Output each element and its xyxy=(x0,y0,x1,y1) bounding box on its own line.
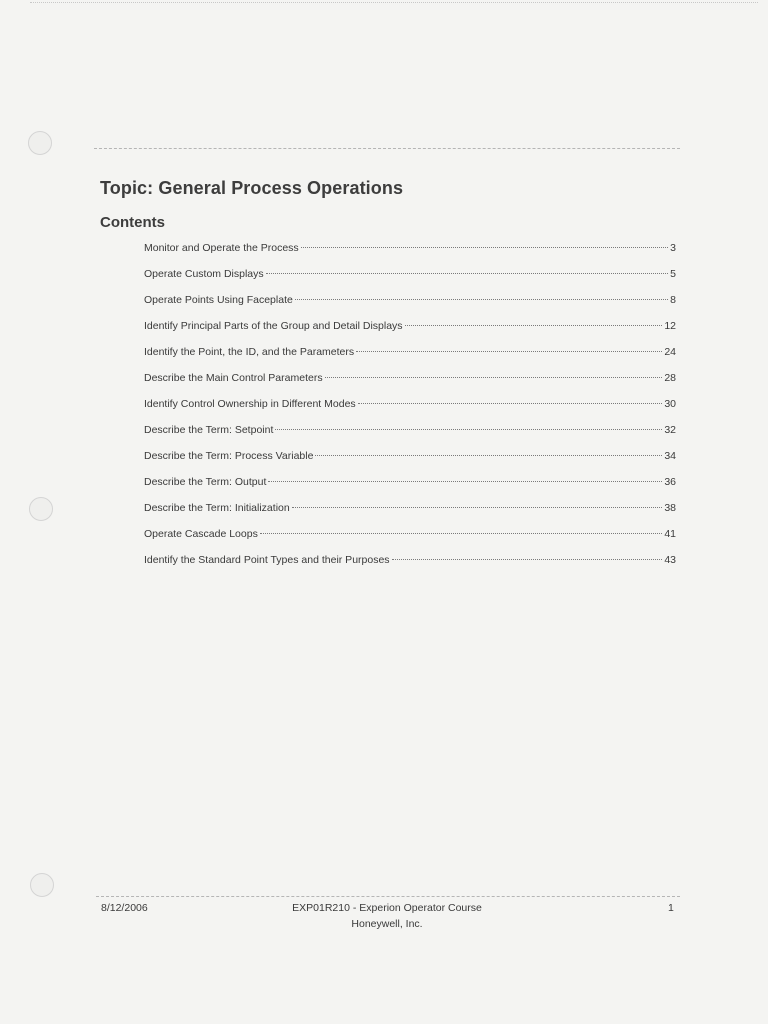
dot-leader xyxy=(266,273,669,274)
table-of-contents xyxy=(144,242,676,580)
toc-entry-label: Monitor and Operate the Process xyxy=(144,242,299,254)
footer-company-text: Honeywell, Inc. xyxy=(351,918,423,930)
toc-entry-label: Describe the Term: Process Variable xyxy=(144,450,314,462)
toc-entry-label: Identify the Standard Point Types and their Purposes xyxy=(144,554,390,566)
dot-leader xyxy=(356,351,662,352)
toc-entry-page: 5 xyxy=(670,268,676,280)
toc-entry[interactable] xyxy=(144,294,676,320)
toc-entry[interactable] xyxy=(144,502,676,528)
toc-entry-page: 3 xyxy=(670,242,676,254)
page-title: Topic: General Process Operations xyxy=(100,178,404,198)
dot-leader xyxy=(405,325,663,326)
toc-entry-label: Identify the Point, the ID, and the Parameters xyxy=(144,346,355,358)
toc-entry[interactable] xyxy=(144,450,676,476)
toc-entry-label: Operate Cascade Loops xyxy=(144,528,258,540)
footer-company xyxy=(0,918,768,930)
toc-entry-label: Describe the Term: Initialization xyxy=(144,502,290,514)
toc-entry[interactable] xyxy=(144,554,676,580)
footer-rule xyxy=(96,896,680,897)
dot-leader xyxy=(292,507,663,508)
toc-entry-label: Describe the Main Control Parameters xyxy=(144,372,323,384)
dot-leader xyxy=(358,403,663,404)
toc-entry-page: 32 xyxy=(664,424,676,436)
toc-entry-page: 12 xyxy=(664,320,676,332)
dot-leader xyxy=(295,299,668,300)
dot-leader xyxy=(268,481,662,482)
punch-hole-middle xyxy=(29,497,53,521)
footer-page-number: 1 xyxy=(668,902,674,914)
page-top-edge xyxy=(30,2,758,4)
toc-entry[interactable] xyxy=(144,528,676,554)
toc-entry-page: 24 xyxy=(664,346,676,358)
punch-hole-top xyxy=(28,131,52,155)
toc-entry[interactable] xyxy=(144,398,676,424)
dot-leader xyxy=(275,429,662,430)
toc-entry[interactable] xyxy=(144,372,676,398)
dot-leader xyxy=(392,559,663,560)
punch-hole-bottom xyxy=(30,873,54,897)
dot-leader xyxy=(260,533,662,534)
toc-entry[interactable] xyxy=(144,346,676,372)
toc-entry-page: 8 xyxy=(670,294,676,306)
toc-entry-label: Identify Principal Parts of the Group and Detail Displays xyxy=(144,320,403,332)
toc-entry-page: 38 xyxy=(664,502,676,514)
toc-entry-label: Operate Points Using Faceplate xyxy=(144,294,293,306)
toc-entry-label: Identify Control Ownership in Different Modes xyxy=(144,398,356,410)
toc-entry[interactable] xyxy=(144,424,676,450)
toc-entry[interactable] xyxy=(144,268,676,294)
contents-heading: Contents xyxy=(100,214,165,231)
dot-leader xyxy=(315,455,662,456)
header-rule xyxy=(94,148,680,149)
toc-entry-label: Describe the Term: Setpoint xyxy=(144,424,274,436)
toc-entry[interactable] xyxy=(144,476,676,502)
footer-course-text: EXP01R210 - Experion Operator Course xyxy=(292,902,482,914)
toc-entry-page: 41 xyxy=(664,528,676,540)
toc-entry-page: 34 xyxy=(664,450,676,462)
toc-entry[interactable] xyxy=(144,320,676,346)
toc-entry-page: 28 xyxy=(664,372,676,384)
dot-leader xyxy=(325,377,663,378)
toc-entry-label: Operate Custom Displays xyxy=(144,268,264,280)
footer-date: 8/12/2006 xyxy=(101,902,148,914)
dot-leader xyxy=(301,247,668,248)
toc-entry-page: 43 xyxy=(664,554,676,566)
toc-entry[interactable] xyxy=(144,242,676,268)
toc-entry-page: 30 xyxy=(664,398,676,410)
toc-entry-label: Describe the Term: Output xyxy=(144,476,267,488)
footer-course-title xyxy=(0,902,768,914)
toc-entry-page: 36 xyxy=(664,476,676,488)
